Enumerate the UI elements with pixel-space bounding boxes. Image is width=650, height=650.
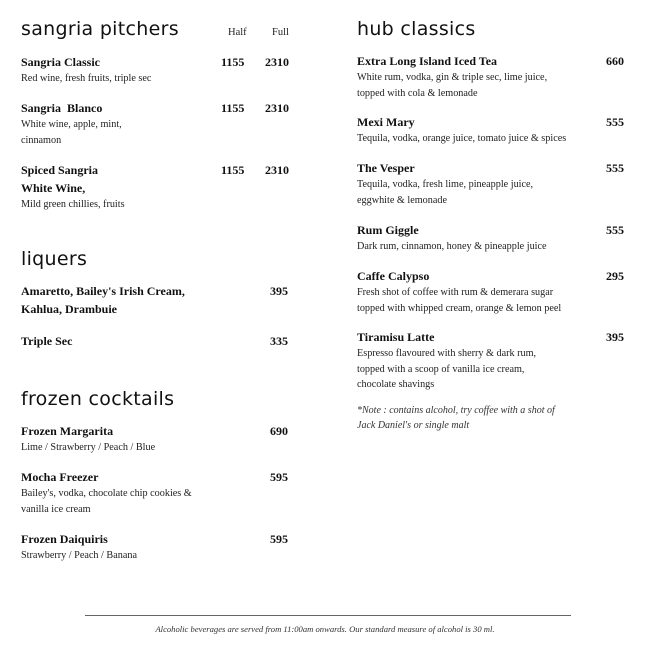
menu-item-mexi-mary — [357, 113, 629, 147]
section-title-frozen-cocktails: frozen cocktails — [21, 388, 175, 410]
item-name-line2: Kahlua, Drambuie — [21, 302, 118, 316]
item-description-line1: Fresh shot of coffee with rum & demerara sugar — [357, 287, 554, 298]
price: 595 — [270, 470, 288, 484]
column-header-full: Full — [272, 27, 289, 38]
price: 555 — [606, 115, 624, 129]
price: 555 — [606, 161, 624, 175]
price-half: 1155 — [221, 55, 245, 69]
price: 595 — [270, 532, 288, 546]
item-description-line2: topped with cola & lemonade — [357, 87, 478, 99]
item-description-line2: vanilla ice cream — [21, 503, 91, 515]
price: 395 — [606, 330, 624, 344]
item-name: Triple Sec — [21, 334, 73, 348]
menu-item-long-island-iced-tea — [357, 52, 629, 101]
item-description: Red wine, fresh fruits, triple sec — [21, 73, 152, 84]
item-description-line2: cinnamon — [21, 134, 62, 146]
price: 555 — [606, 223, 624, 237]
menu-item-frozen-margarita — [21, 422, 293, 456]
menu-item-sangria-blanco — [21, 99, 293, 148]
coffee-note-line1: *Note : contains alcohol, try coffee with a shot of — [357, 405, 555, 416]
item-description-line1: Espresso flavoured with sherry & dark rum, — [357, 348, 537, 359]
footer-divider — [85, 615, 571, 616]
menu-item-spiced-sangria — [21, 161, 293, 213]
item-description-line1: Bailey's, vodka, chocolate chip cookies & — [21, 488, 192, 499]
menu-item-mocha-freezer — [21, 468, 293, 517]
price-full: 2310 — [265, 101, 289, 115]
menu-item-rum-giggle — [357, 221, 629, 255]
item-name: Extra Long Island Iced Tea — [357, 54, 498, 68]
item-name-line2: White Wine, — [21, 181, 86, 195]
item-name: Sangria Classic — [21, 55, 101, 69]
menu-item-sangria-classic — [21, 53, 293, 87]
item-name: Mexi Mary — [357, 115, 415, 129]
coffee-note-line2: Jack Daniel's or single malt — [357, 420, 470, 431]
price: 295 — [606, 269, 624, 283]
menu-item-triple-sec — [21, 332, 293, 350]
item-description-line1: Tequila, vodka, fresh lime, pineapple juice, — [357, 179, 534, 190]
item-name: Tiramisu Latte — [357, 330, 435, 344]
item-name-line1: Spiced Sangria — [21, 163, 99, 177]
item-description-line2: topped with a scoop of vanilla ice cream, — [357, 363, 525, 375]
item-name-line1: Amaretto, Bailey's Irish Cream, — [21, 284, 185, 298]
item-description-line2: topped with whipped cream, orange & lemon peel — [357, 302, 562, 314]
menu-item-caffe-calypso — [357, 267, 629, 316]
section-title-sangria: sangria pitchers — [21, 18, 179, 40]
price-full: 2310 — [265, 55, 289, 69]
item-description: Strawberry / Peach / Banana — [21, 550, 137, 561]
price: 335 — [270, 334, 288, 348]
item-description-line2: eggwhite & lemonade — [357, 194, 447, 206]
item-description: Tequila, vodka, orange juice, tomato juice & spices — [357, 133, 567, 144]
item-name: Mocha Freezer — [21, 470, 99, 484]
item-name: Caffe Calypso — [357, 269, 430, 283]
item-name: The Vesper — [357, 161, 415, 175]
price-full: 2310 — [265, 163, 289, 177]
item-name: Rum Giggle — [357, 223, 419, 237]
price-half: 1155 — [221, 163, 245, 177]
item-description: Mild green chillies, fruits — [21, 199, 125, 210]
item-name: Sangria Blanco — [21, 101, 103, 115]
item-description-line3: chocolate shavings — [357, 379, 435, 390]
item-name: Frozen Margarita — [21, 424, 114, 438]
menu-item-the-vesper — [357, 159, 629, 208]
item-description-line1: White rum, vodka, gin & triple sec, lime juice, — [357, 72, 548, 83]
menu-item-amaretto — [21, 282, 293, 318]
item-name: Frozen Daiquiris — [21, 532, 108, 546]
item-description: Dark rum, cinnamon, honey & pineapple juice — [357, 241, 547, 252]
section-title-liquers: liquers — [21, 248, 88, 270]
menu-item-tiramisu-latte — [357, 328, 629, 393]
column-header-half: Half — [228, 27, 247, 38]
item-description: Lime / Strawberry / Peach / Blue — [21, 442, 156, 453]
item-description-line1: White wine, apple, mint, — [21, 119, 122, 130]
section-title-hub-classics: hub classics — [357, 18, 476, 40]
price: 690 — [270, 424, 288, 438]
price: 660 — [606, 54, 624, 68]
price-half: 1155 — [221, 101, 245, 115]
menu-item-frozen-daiquiris — [21, 530, 293, 564]
price: 395 — [270, 284, 288, 298]
footer-disclaimer: Alcoholic beverages are served from 11:00am onwards. Our standard measure of alcohol is 30 ml. — [155, 624, 495, 634]
